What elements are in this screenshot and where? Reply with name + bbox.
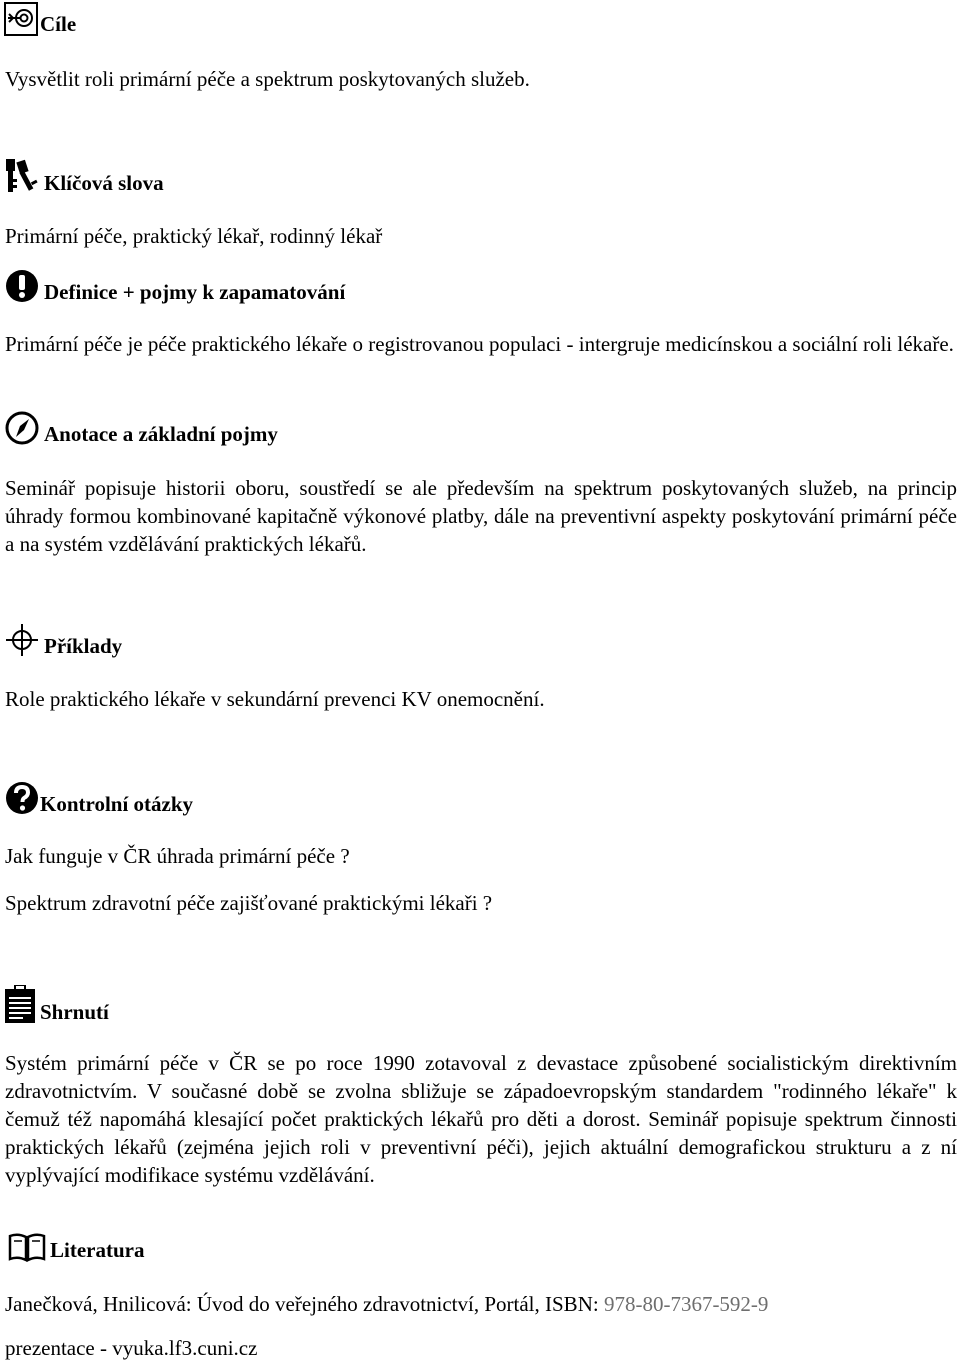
literature-reference — [5, 1290, 957, 1318]
example-text: Role praktického lékaře v sekundární prevenci KV onemocnění. — [5, 687, 545, 711]
annotation-text: Seminář popisuje historii oboru, soustředí se ale především na spektrum poskytovaných služeb, na princip úhrady formou kombinované kapitačně výkonové platby, dále na preventivní aspekty poskytování primární péče a na systém vzdělávání praktických lékařů. — [5, 476, 957, 556]
summary-text: Systém primární péče v ČR se po roce 1990 zotavoval z devastace způsobené socialistickým direktivním zdravotnictvím. V současné době se zvolna sbližuje se západoevropským standardem "rodinného lékaře" k čemuž též napomáhá klesající počet praktických lékařů pro děti a dorost. Seminář popisuje spektrum činnosti praktických lékařů (zejména jejich roli v preventivní péči), jejich aktuální demografickou strukturu a z ní vyplývající modifikace systému vzdělávání. — [5, 1051, 957, 1187]
section-title: Literatura — [50, 1238, 145, 1262]
question-2: Spektrum zdravotní péče zajišťované praktickými lékaři ? — [5, 891, 493, 915]
section-heading-definice — [4, 268, 345, 304]
question-1: Jak funguje v ČR úhrada primární péče ? — [5, 844, 350, 868]
section-heading-anotace — [4, 410, 278, 446]
section-title: Definice + pojmy k zapamatování — [44, 280, 346, 304]
section-heading-cile — [4, 2, 76, 36]
definition-text: Primární péče je péče praktického lékaře o registrovanou populaci - intergruje medicínskou a sociální roli lékaře. — [5, 332, 954, 356]
goal-text: Vysvětlit roli primární péče a spektrum poskytovaných služeb. — [5, 67, 530, 91]
exclamation-icon — [4, 268, 40, 304]
reference-text: Janečková, Hnilicová: Úvod do veřejného zdravotnictví, Portál, ISBN: — [5, 1292, 599, 1316]
presentation-link[interactable]: prezentace - vyuka.lf3.cuni.cz — [5, 1336, 258, 1360]
section-heading-kontrolni-otazky — [4, 780, 193, 816]
target-icon — [4, 2, 38, 36]
section-heading-shrnuti — [4, 984, 109, 1024]
section-heading-priklady — [4, 622, 122, 658]
keys-icon — [4, 157, 40, 195]
section-title: Anotace a základní pojmy — [44, 422, 278, 446]
section-title: Cíle — [40, 12, 77, 36]
crosshair-icon — [4, 622, 40, 658]
book-icon — [8, 1232, 46, 1262]
isbn-number: 978-80-7367-592-9 — [603, 1292, 769, 1316]
section-title: Shrnutí — [40, 1000, 109, 1024]
section-title: Kontrolní otázky — [40, 792, 194, 816]
keywords-text: Primární péče, praktický lékař, rodinný lékař — [5, 224, 383, 248]
section-title: Klíčová slova — [44, 171, 164, 195]
section-title: Příklady — [44, 634, 123, 658]
question-icon — [4, 780, 40, 816]
section-heading-literatura — [8, 1232, 144, 1262]
section-heading-klicova-slova — [4, 157, 164, 195]
clipboard-icon — [4, 984, 36, 1024]
compass-icon — [4, 410, 40, 446]
